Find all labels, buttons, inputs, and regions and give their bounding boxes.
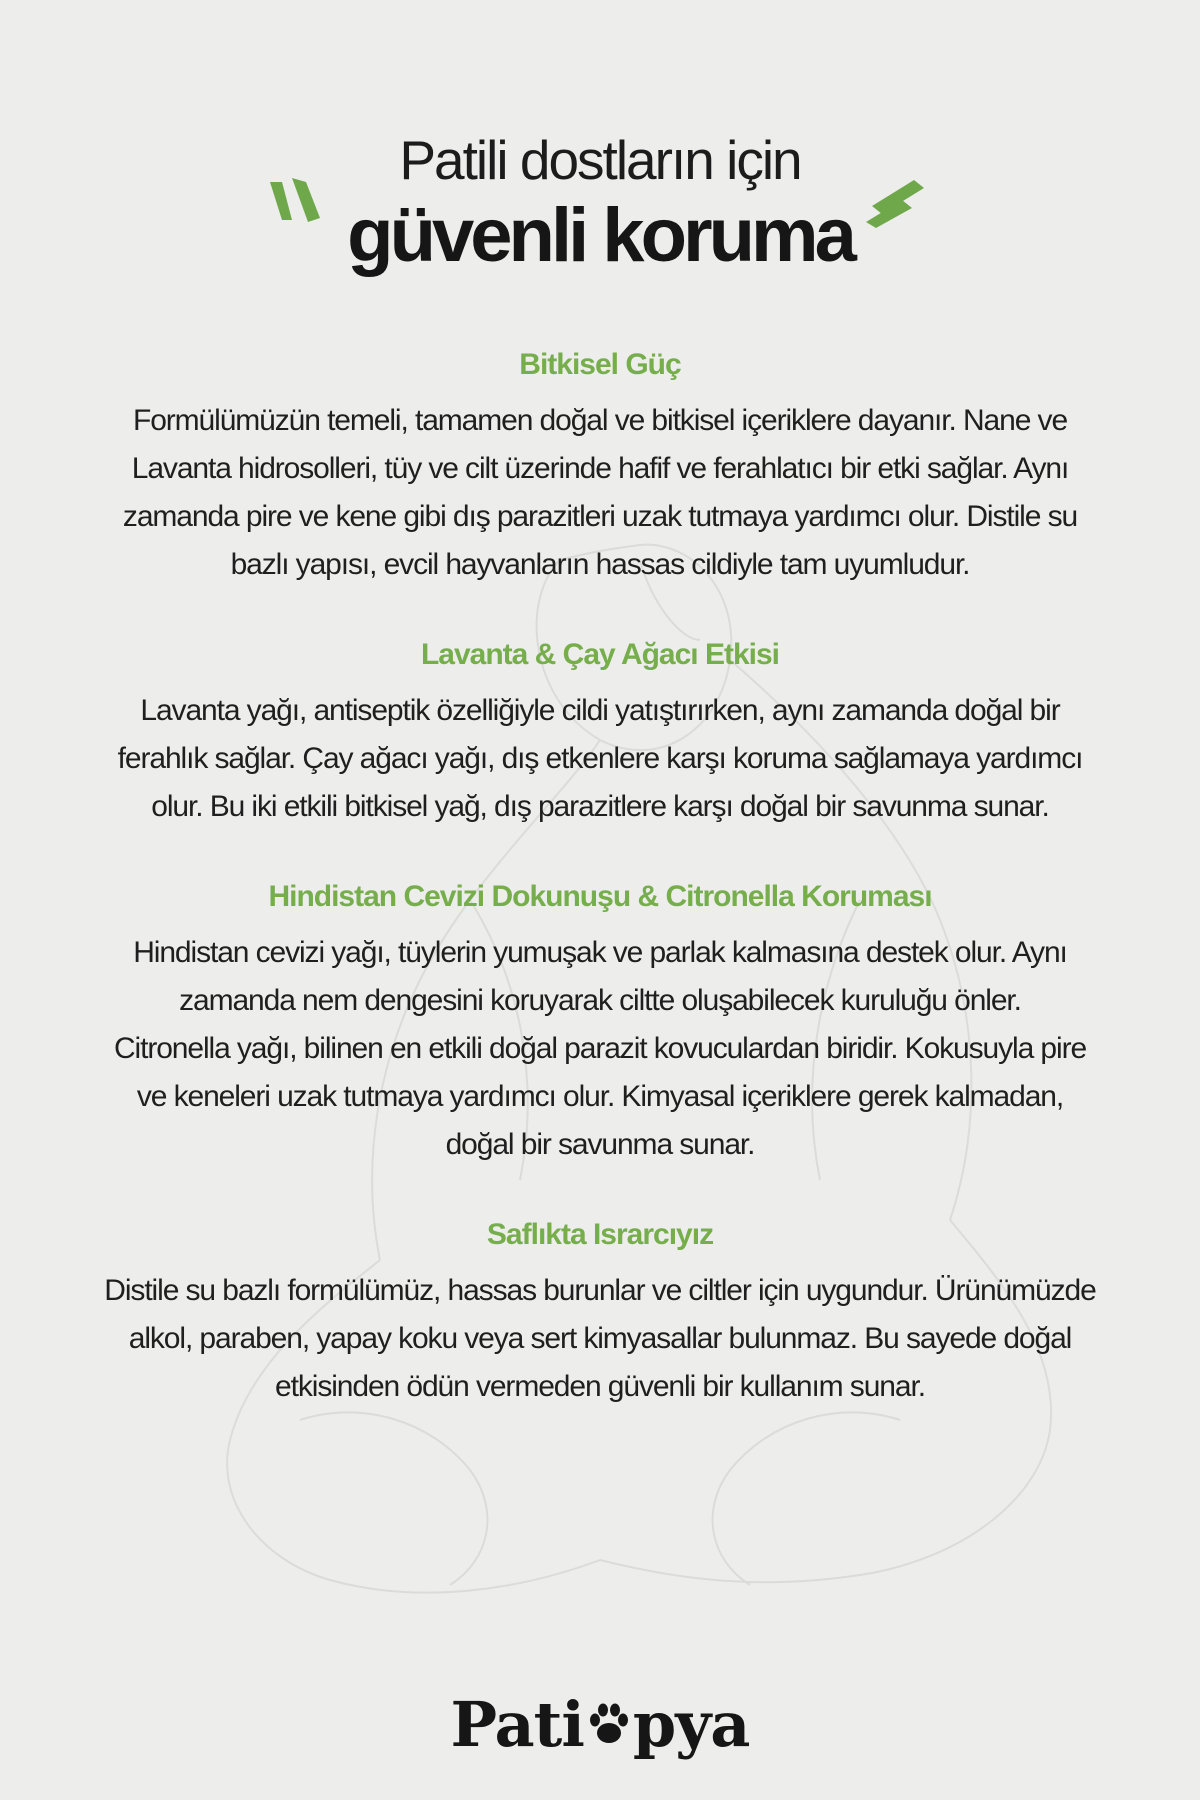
section-body	[100, 929, 1100, 1169]
paw-icon	[586, 1702, 632, 1748]
header-title: güvenli koruma	[347, 193, 853, 278]
section-title: Bitkisel Güç	[519, 348, 681, 381]
brand-logo	[0, 1685, 1200, 1760]
header-subtitle: Patili dostların için	[399, 129, 801, 191]
logo-text-end: pya	[632, 1688, 750, 1761]
section-title: Saflıkta Israrcıyız	[486, 1218, 714, 1251]
section-paragraph: Formülümüzün temeli, tamamen doğal ve bitkisel içeriklere dayanır. Nane ve Lavanta hidrosolleri, tüy ve cilt üzerinde hafif ve ferahlatıcı bir etki sağlar. Aynı zamanda pire ve kene gibi dış parazitleri uzak tutmaya yardımcı olur. Distile su bazlı yapısı, evcil hayvanların hassas cildiyle tam uyumludur.	[122, 404, 1078, 581]
section-paragraph: Hindistan cevizi yağı, tüylerin yumuşak ve parlak kalmasına destek olur. Aynı zamanda nem dengesini koruyarak ciltte oluşabilecek kuruluğu önler.	[133, 936, 1067, 1017]
section-paragraph: Lavanta yağı, antiseptik özelliğiyle cildi yatıştırırken, aynı zamanda doğal bir ferahlık sağlar. Çay ağacı yağı, dış etkenlere karşı koruma sağlamaya yardımcı olur. Bu iki etkili bitkisel yağ, dış parazitlere karşı doğal bir savunma sunar.	[117, 694, 1083, 823]
section-title: Hindistan Cevizi Dokunuşu & Citronella Koruması	[268, 880, 932, 913]
section-saflikta-israrciyiz	[100, 1215, 1100, 1411]
section-bitkisel-guc	[100, 345, 1100, 589]
section-body	[100, 1267, 1100, 1411]
section-paragraph: Citronella yağı, bilinen en etkili doğal parazit kovuculardan biridir. Kokusuyla pire ve keneleri uzak tutmaya yardımcı olur. Kimyasal içeriklere gerek kalmadan, doğal bir savunma sunar.	[113, 1032, 1087, 1161]
page-header	[0, 128, 1200, 278]
section-body	[100, 687, 1100, 831]
section-paragraph: Distile su bazlı formülümüz, hassas burunlar ve ciltler için uygundur. Ürünümüzde alkol, paraben, yapay koku veya sert kimyasallar bulunmaz. Bu sayede doğal etkisinden ödün vermeden güvenli bir kullanım sunar.	[104, 1274, 1096, 1403]
logo-text-start: Pati	[450, 1688, 584, 1761]
section-lavanta-cay-agaci	[100, 635, 1100, 831]
section-hindistan-cevizi-citronella	[100, 877, 1100, 1169]
section-body	[100, 397, 1100, 589]
content-sections	[100, 345, 1100, 1457]
section-title: Lavanta & Çay Ağacı Etkisi	[420, 638, 780, 671]
